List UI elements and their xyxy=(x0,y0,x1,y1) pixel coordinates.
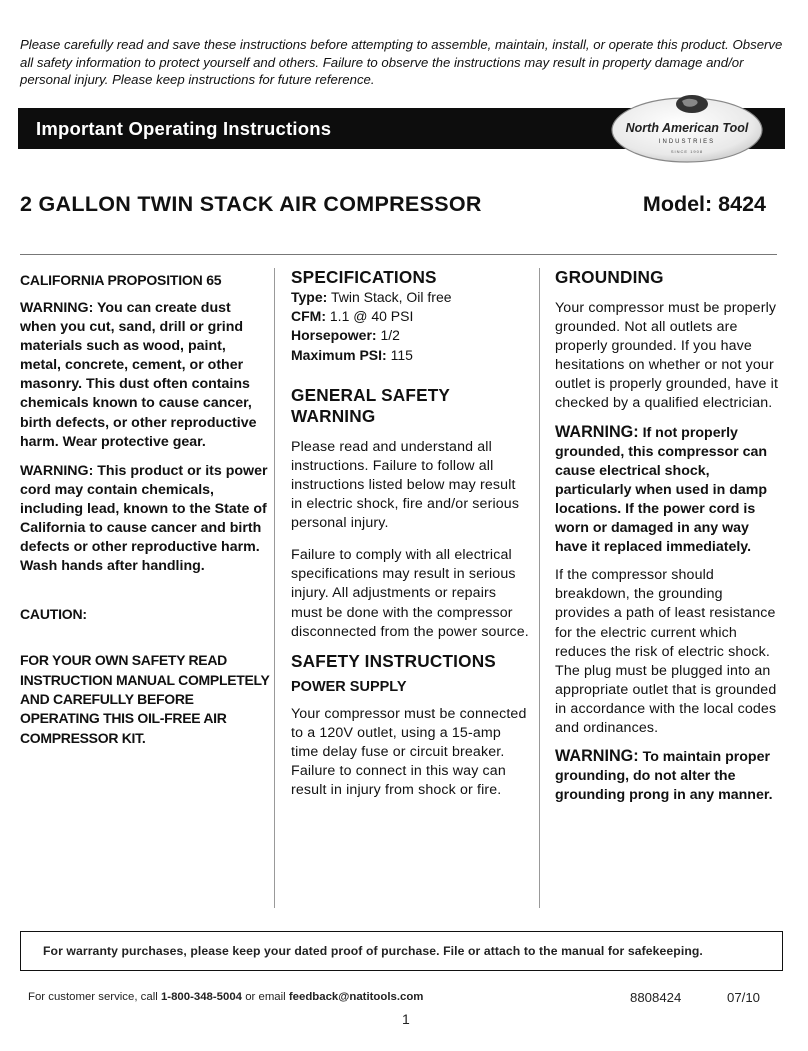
general-safety-paragraph-2: Failure to comply with all electrical specifications may result in serious injury. All adjustments or repairs must be done with the compressor disconnected from the power source. xyxy=(291,547,529,640)
safety-instructions-heading: SAFETY INSTRUCTIONS xyxy=(291,650,496,671)
caution-text: FOR YOUR OWN SAFETY READ INSTRUCTION MANUAL COMPLETELY AND CAREFULLY BEFORE OPERATING THIS OIL-FREE AIR COMPRESSOR KIT. xyxy=(20,652,270,746)
general-safety-paragraph-1: Please read and understand all instructions. Failure to follow all instructions listed below may result in electric shock, fire and/or serious personal injury. xyxy=(291,438,520,532)
column-prop65 xyxy=(20,270,270,748)
spec-row-max-psi: Maximum PSI: 115 xyxy=(291,346,413,363)
prop65-heading: CALIFORNIA PROPOSITION 65 xyxy=(20,272,222,288)
grounding-heading: GROUNDING xyxy=(555,267,664,287)
prop65-warning-lead: WARNING: This product or its power cord may contain chemicals, including lead, known to the State of California to cause cancer and birth defects or other reproductive harm. Wash hands after handling. xyxy=(20,462,268,575)
power-supply-heading: POWER SUPPLY xyxy=(291,678,407,695)
grounding-warning-1: WARNING: If not properly grounded, this compressor can cause electrical shock, particularly when used in damp locations. If the power cord is worn or damaged in any way have it replaced immediately. xyxy=(555,422,768,556)
specifications-heading: SPECIFICATIONS xyxy=(291,267,437,287)
column-divider-2 xyxy=(539,268,540,908)
column-divider-1 xyxy=(274,268,275,908)
title-divider xyxy=(20,254,777,255)
prop65-warning-dust: WARNING: You can create dust when you cut, sand, drill or grind materials such as wood, paint, metal, concrete, cement, or other masonry. This dust often contains chemicals known to cause cancer, birth defects, or other reproductive harm. Wear protective gear. xyxy=(20,300,257,450)
grounding-paragraph-2: If the compressor should breakdown, the grounding provides a path of least resistance for the electric current which reduces the risk of electric shock. The plug must be plugged into an appropriate outlet that is grounded in accordance with the local codes and ordinances. xyxy=(555,567,777,736)
page-number: 1 xyxy=(402,1011,410,1027)
logo-since: SINCE 1908 xyxy=(670,149,704,154)
phone-number: 1-800-348-5004 xyxy=(160,991,243,1003)
grounding-warning-2: WARNING: To maintain proper grounding, do not alter the grounding prong in any manner. xyxy=(555,747,773,804)
logo-name: North American Tool xyxy=(625,121,749,135)
grounding-paragraph-1: Your compressor must be properly grounded. Not all outlets are properly grounded. If you have hesitations on whether or not your outlet is properly grounded, have it checked by a qualified electrician. xyxy=(555,300,779,412)
column-specifications xyxy=(291,267,531,809)
warranty-text: For warranty purchases, please keep your dated proof of purchase. File or attach to the manual for safekeeping. xyxy=(43,944,703,958)
document-date: 07/10 xyxy=(727,990,761,1005)
general-safety-heading: GENERAL SAFETY WARNING xyxy=(291,384,450,426)
logo-sub: INDUSTRIES xyxy=(658,139,716,145)
document-title: 2 GALLON TWIN STACK AIR COMPRESSOR xyxy=(20,192,482,216)
column-grounding xyxy=(555,267,780,814)
model-number: Model: 8424 xyxy=(642,192,766,216)
intro-paragraph: Please carefully read and save these instructions before attempting to assemble, maintain, install, or operate this product. Observe all safety information to protect yourself and others. Failure to observe the instructions may result in property damage and/or personal injury. Please keep instructions for future reference. xyxy=(20,37,783,87)
caution-heading: CAUTION: xyxy=(20,606,87,623)
document-number: 8808424 xyxy=(630,990,682,1005)
warranty-box xyxy=(20,931,783,971)
power-supply-text: Your compressor must be connected to a 120V outlet, using a 15-amp time delay fuse or circuit breaker. Failure to connect in this way can result in injury from shock or fire. xyxy=(291,705,527,799)
banner-title: Important Operating Instructions xyxy=(36,118,332,139)
spec-row-type: Type: Twin Stack, Oil free xyxy=(291,289,452,305)
customer-service-line: For customer service, call 1-800-348-5004 or email feedback@natitools.com xyxy=(28,991,424,1003)
spec-row-cfm: CFM: 1.1 @ 40 PSI xyxy=(291,308,414,325)
spec-row-horsepower: Horsepower: 1/2 xyxy=(291,327,400,344)
company-logo xyxy=(610,93,764,163)
email-address: feedback@natitools.com xyxy=(288,991,424,1003)
